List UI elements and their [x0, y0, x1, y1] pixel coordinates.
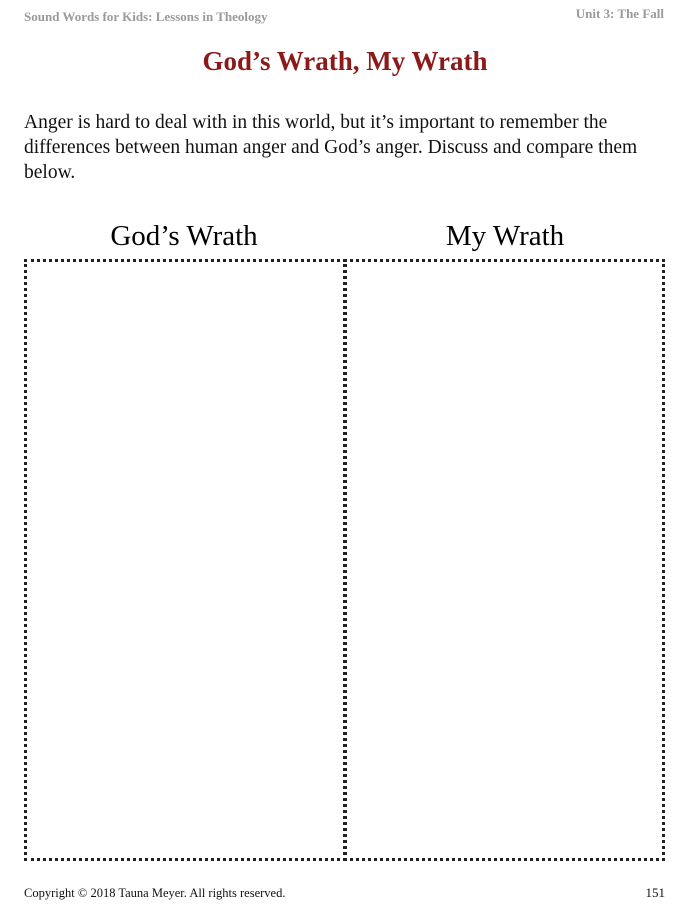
unit-header: Unit 3: The Fall: [575, 6, 664, 21]
my-wrath-heading: My Wrath: [445, 220, 565, 252]
page-number: 151: [645, 885, 665, 900]
copyright-notice: Copyright © 2018 Tauna Meyer. All rights reserved.: [24, 886, 286, 900]
my-wrath-writing-box[interactable]: [343, 259, 665, 861]
page-title: God’s Wrath, My Wrath: [202, 46, 488, 76]
gods-wrath-heading: God’s Wrath: [110, 220, 258, 252]
intro-paragraph: Anger is hard to deal with in this world, but it’s important to remember the differences between human anger and God’s anger. Discuss and compare them below.: [24, 112, 638, 183]
book-title-header: Sound Words for Kids: Lessons in Theology: [24, 9, 268, 24]
gods-wrath-writing-box[interactable]: [24, 259, 347, 861]
